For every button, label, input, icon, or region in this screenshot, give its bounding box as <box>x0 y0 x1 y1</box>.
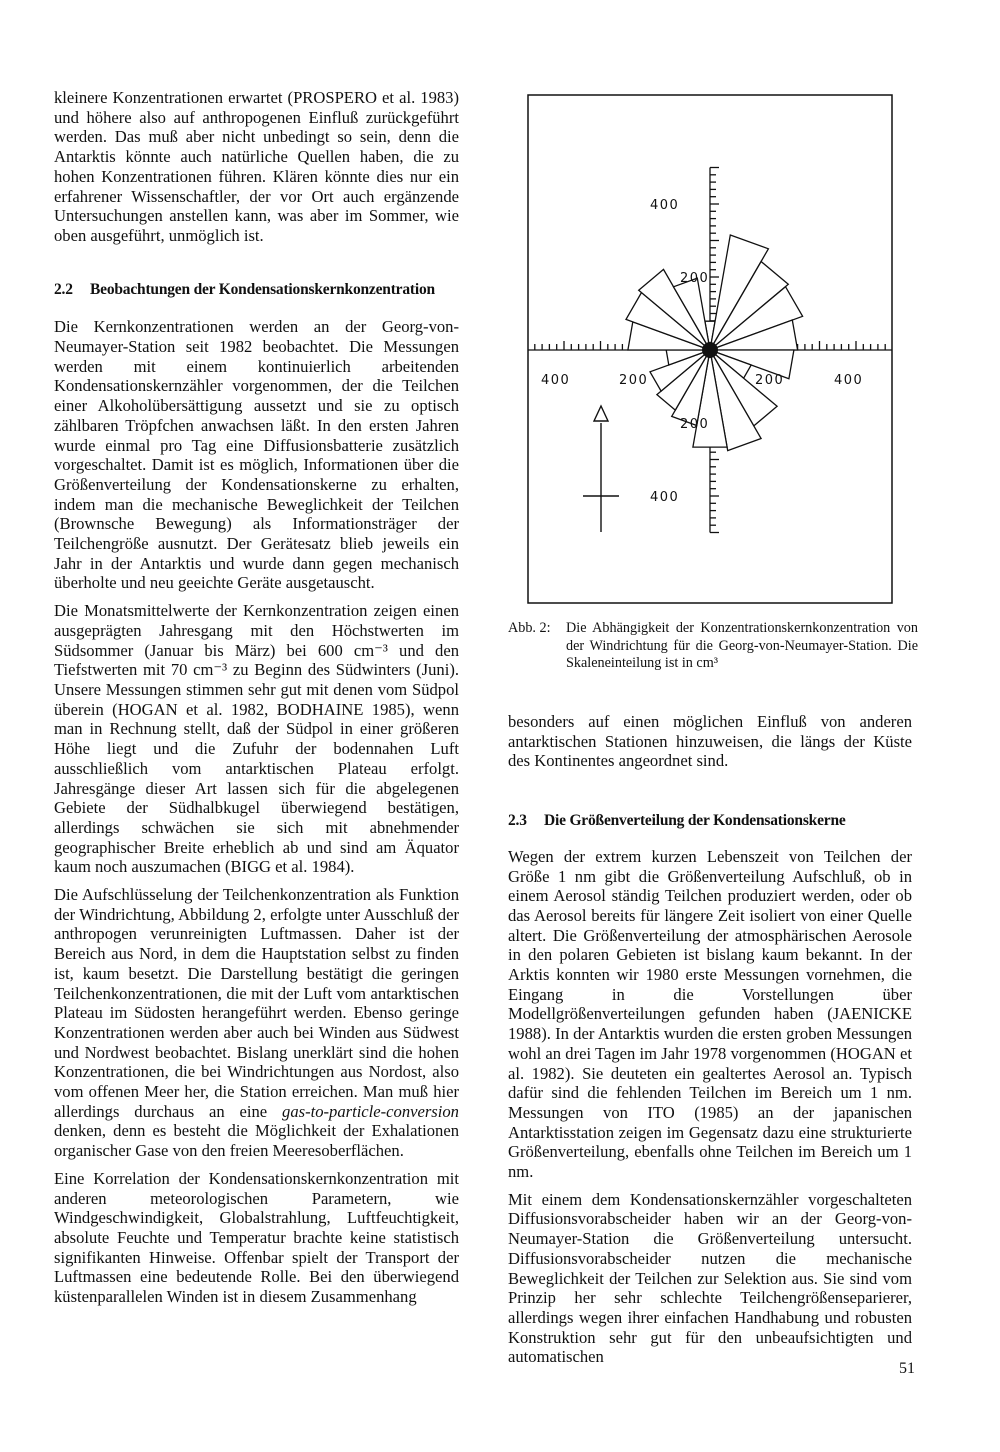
paragraph: Die Kernkonzentrationen werden an der Georg-von-Neumayer-Station seit 1982 beobachtet. Die Messungen werden mit einem kontinuierlich arbeitenden Kondensationskernzähler vorgenommen, der die Teilchen einer Alkoholübersättigung aussetzt und sie zu optisch zählbaren Tröpfchen anwachsen läßt. In den ersten Jahren wurde einmal pro Tag eine Diffusionsbatterie zusätzlich vorgeschaltet. Damit ist es möglich, Informationen über die Größenverteilung der Kondensationskerne zu erhalten, indem man die mechanische Beweglichkeit der Teilchen (Brownsche Bewegung) als Informationsträger der Teilchengröße ausnutzt. Der Gerätesatz blieb jeweils ein Jahr in der Antarktis und wurde dann gegen mechanisch überholte und neu geeichte Geräte ausgetauscht. <box>54 317 459 593</box>
intro-paragraph: kleinere Konzentrationen erwartet (PROSPERO et al. 1983) und höhere also auf anthropogenen Einfluß zurückgeführt werden. Das muß aber nicht unbedingt so sein, denn die Antarktis könnte auch natürliche Quellen haben, die zu hohen Konzentrationen führen. Klären könnte dies nur ein erfahrener Wissenschaftler, der vor Ort auch ergänzende Untersuchungen anstellen kann, was aber im Sommer, wie oben ausgeführt, unmöglich ist. <box>54 88 459 245</box>
paragraph: Wegen der extrem kurzen Lebenszeit von Teilchen der Größe 1 nm gibt die Größenverteilung Aufschluß, ob in einem Aerosol ständig Teilchen produziert werden, oder ob das Aerosol bereits für längere Zeit isoliert von einer Quelle altert. Die Größenverteilung der atmosphärischen Aerosole in den polaren Gebieten ist bislang kaum bekannt. In der Arktis konnten wir 1980 erste Messungen vornehmen, die Eingang in die Vorstellungen über Modellgrößenverteilungen gefunden haben (JAENICKE 1988). In der Antarktis wurden die ersten groben Messungen wohl an drei Tagen im Jahr 1978 vorgenommen (HOGAN et al. 1982). Sie deuteten ein gealtertes Aerosol an. Typisch dafür sind die fehlenden Teilchen im Bereich um 1 nm. Messungen von ITO (1985) an der japanischen Antarktisstation zeigen im Gegensatz dazu eine strukturierte Größenverteilung, ebenfalls ohne Teilchen im Bereich um 1 nm. <box>508 846 912 1182</box>
paragraph: Eine Korrelation der Kondensationskernkonzentration mit anderen meteorologischen Parametern, wie Windgeschwindigkeit, Globalstrahlung, Luftfeuchtigkeit, absolute Feuchte und Temperatur brachte keine statistisch signifikanten Hinweise. Offenbar spielt der Transport der Luftmassen eine bedeutende Rolle. Bei den überwiegend küstenparallelen Winden ist in diesem Zusammenhang <box>54 1168 459 1307</box>
label-bottom-200: 200 <box>680 417 710 432</box>
paragraph: Mit einem dem Kondensationskernzähler vorgeschalteten Diffusionsvorabscheider haben wir an der Georg-von-Neumayer-Station die Größenverteilung untersucht. Diffusionsvorabscheider nutzen die mechanische Beweglichkeit der Teilchen zur Selektion aus. Sie sind vom Prinzip her sehr schlechte Teilchengrößenseparierer, allerdings wegen ihrer einfachen Handhabung und robusten Konstruktion sehr gut für den unbeaufsichtigten und automatischen <box>508 1189 912 1367</box>
page-number: 51 <box>899 1360 915 1377</box>
figure-caption <box>508 620 918 673</box>
italic-term: gas-to-particle-conversion <box>282 1101 459 1121</box>
paragraph <box>54 885 459 1161</box>
label-right-400: 400 <box>834 373 864 388</box>
label-left-400: 400 <box>541 373 571 388</box>
paragraph: Die Monatsmittelwerte der Kernkonzentration zeigen einen ausgeprägten Jahresgang mit den Höchstwerten im Südsommer (Januar bis März) bei 600 cm⁻³ und den Tiefstwerten mit 70 cm⁻³ zu Beginn des Südwinters (Juni). Unsere Messungen stimmen sehr gut mit denen vom Südpol überein (HOGAN et al. 1982, BODHAINE 1985), wenn man in Rechnung stellt, daß der Südpol in einer größeren Höhe liegt und die Zufuhr der bodennahen Luft ausschließlich vom antarktischen Plateau erfolgt. Jahresgänge dieser Art lassen sich für die abgelegenen Gebiete der Südhalbkugel überwiegend bestätigen, allerdings schwächen sie sich mit abnehmender geographischer Breite erheblich ab und sind am Äquator kaum noch auszumachen (BIGG et al. 1984). <box>54 601 459 877</box>
label-right-200: 200 <box>755 373 785 388</box>
wind-rose-figure <box>527 94 893 604</box>
petals <box>626 235 803 451</box>
caption-text: Die Abhängigkeit der Konzentrationskernkonzentration von der Windrichtung für die Georg-von-Neumayer-Station. Die Skaleneinteilung ist in cm³ <box>566 620 918 671</box>
center-hub <box>702 342 718 358</box>
paragraph-text: denken, denn es besteht die Möglichkeit der Exhalationen organischer Gase von den freien Meeresoberflächen. <box>54 1121 459 1161</box>
section-number: 2.2 <box>54 280 73 298</box>
caption-label: Abb. 2: <box>508 620 551 636</box>
label-top-400: 400 <box>650 198 680 213</box>
paragraph-text: Die Aufschlüsselung der Teilchenkonzentration als Funktion der Windrichtung, Abbildung 2, erfolgte unter Ausschluß der anthropogen verunreinigten Luftmassen. Daher ist der Bereich aus Nord, in dem die Hauptstation selbst zu finden ist, kaum besetzt. Die Darstellung bestätigt die geringen Teilchenkonzentrationen, die mit der Luft vom antarktischen Plateau im Südosten herangeführt werden. Ebenso geringe Konzentrationen werden aber auch bei Winden aus Südwest und Nordwest beobachtet. Bislang unerklärt sind die hohen Konzentrationen, die bei Windrichtungen aus Nordost, also vom offenen Meer her, die Station erreichen. Man muß hier allerdings durchaus an eine <box>54 885 459 1121</box>
section-title: Die Größenverteilung der Kondensationskerne <box>544 812 846 830</box>
right-column <box>508 712 912 1375</box>
label-top-200: 200 <box>680 271 710 286</box>
wind-rose-chart <box>527 94 893 604</box>
north-arrow-icon <box>583 406 619 532</box>
label-bottom-400: 400 <box>650 490 680 505</box>
section-heading-2-2 <box>54 280 459 300</box>
label-left-200: 200 <box>619 373 649 388</box>
section-number: 2.3 <box>508 812 527 830</box>
intro-paragraph: besonders auf einen möglichen Einfluß von anderen antarktischen Stationen hinzuweisen, die längs der Küste des Kontinentes angeordnet sind. <box>508 712 912 771</box>
section-heading-2-3 <box>508 811 912 831</box>
section-title: Beobachtungen der Kondensationskernkonzentration <box>90 280 435 298</box>
left-column <box>54 88 459 1315</box>
